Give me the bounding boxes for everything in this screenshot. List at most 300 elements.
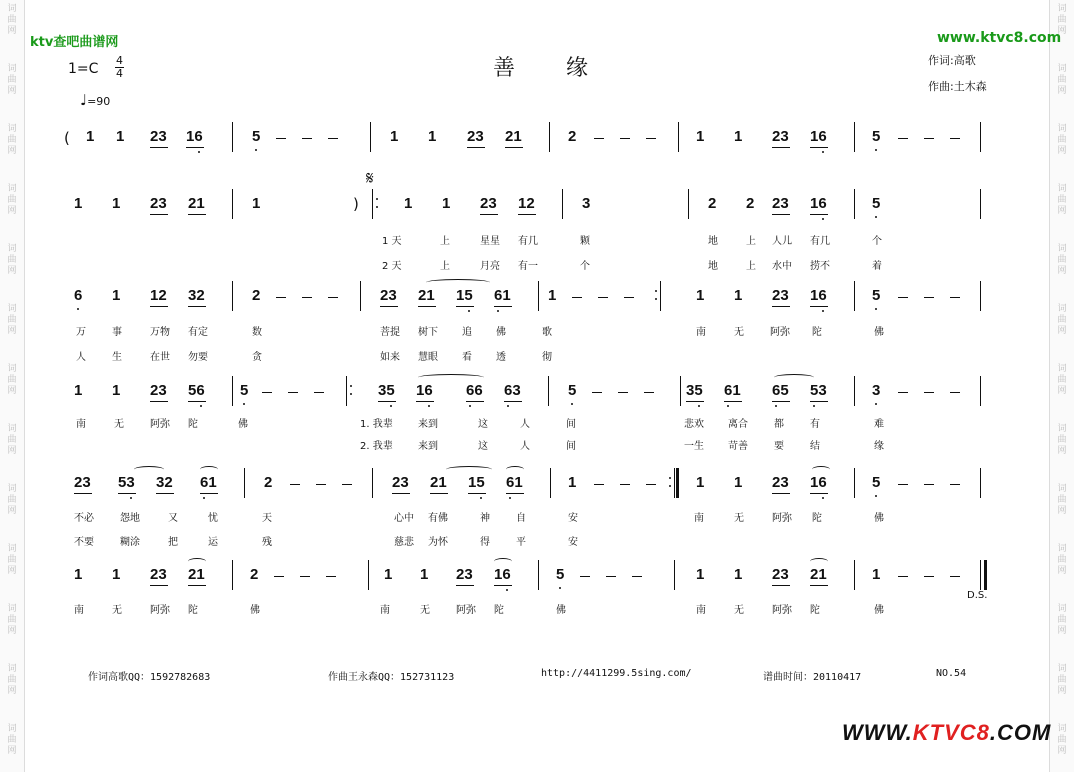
octave-dot-low <box>775 405 777 407</box>
beam-line <box>186 147 204 148</box>
beam-line <box>810 585 828 586</box>
sustain-dash <box>646 484 656 485</box>
logo-part-1: WWW. <box>842 720 913 745</box>
lyric-syllable: 1 天 <box>382 236 402 247</box>
sustain-dash <box>326 576 336 577</box>
lyric-syllable: 安 <box>568 513 578 524</box>
barline <box>372 189 373 219</box>
time-signature-top: 4 <box>116 54 123 67</box>
beam-line <box>150 585 168 586</box>
slur <box>418 374 484 381</box>
note: 1 <box>734 287 743 304</box>
octave-dot-low <box>822 218 824 220</box>
note: 32 <box>156 474 173 491</box>
barline <box>854 376 855 406</box>
lyric-syllable: 菩提 <box>380 327 400 338</box>
slur <box>426 279 490 286</box>
note: 1 <box>112 382 121 399</box>
side-watermark-text: 词 曲 网 <box>7 724 17 756</box>
octave-dot-low <box>875 149 877 151</box>
beam-line <box>188 401 206 402</box>
beam-line <box>430 493 448 494</box>
lyric-syllable: 有佛 <box>428 513 448 524</box>
lyric-syllable: 残 <box>262 537 272 548</box>
lyric-syllable: 糊涂 <box>120 537 140 548</box>
beam-line <box>378 401 396 402</box>
beam-line <box>467 147 485 148</box>
repeat-paren-close: ) <box>353 195 359 213</box>
note: 5 <box>568 382 577 399</box>
lyric-syllable: 难 <box>874 419 884 430</box>
barline <box>372 468 373 498</box>
barline <box>854 189 855 219</box>
side-watermark-text: 词 曲 网 <box>1057 664 1067 696</box>
lyric-syllable: 天 <box>262 513 272 524</box>
side-watermark-text: 词 曲 网 <box>1057 64 1067 96</box>
note: 21 <box>505 128 522 145</box>
note: 1 <box>74 195 83 212</box>
barline <box>370 122 371 152</box>
lyric-syllable: 得 <box>480 537 490 548</box>
left-watermark-strip <box>0 0 25 772</box>
lyric-syllable: 神 <box>480 513 490 524</box>
barline <box>980 560 981 590</box>
note: 16 <box>810 474 827 491</box>
sustain-dash <box>924 484 934 485</box>
octave-dot-low <box>822 151 824 153</box>
slur <box>134 466 164 473</box>
sustain-dash <box>646 138 656 139</box>
note: 1 <box>734 566 743 583</box>
lyric-syllable: 运 <box>208 537 218 548</box>
lyric-syllable: 彻 <box>542 352 552 363</box>
beam-line <box>468 493 486 494</box>
lyric-syllable: 地 <box>708 236 718 247</box>
note: 15 <box>468 474 485 491</box>
slur <box>810 558 828 565</box>
key-signature: 1=C <box>68 61 99 77</box>
lyric-syllable: 勿要 <box>188 352 208 363</box>
lyric-syllable: 不必 <box>74 513 94 524</box>
beam-line <box>156 493 174 494</box>
note: 23 <box>772 566 789 583</box>
beam-line <box>810 147 828 148</box>
side-watermark-text: 词 曲 网 <box>7 184 17 216</box>
note: 61 <box>494 287 511 304</box>
lyric-syllable: 上 <box>746 261 756 272</box>
lyric-syllable: 有几 <box>518 236 538 247</box>
lyric-syllable: 佛 <box>238 419 248 430</box>
lyric-syllable: 有一 <box>518 261 538 272</box>
sustain-dash <box>624 297 634 298</box>
lyric-syllable: 苛善 <box>728 441 748 452</box>
repeat-paren-open: ( <box>64 129 70 147</box>
beam-line <box>494 306 512 307</box>
beam-line <box>74 493 92 494</box>
barline <box>980 281 981 311</box>
lyric-syllable: 一生 <box>684 441 704 452</box>
note: 5 <box>872 128 881 145</box>
lyric-syllable: 1. 我辈 <box>360 419 393 430</box>
lyric-syllable: 阿弥 <box>150 419 170 430</box>
song-title: 善 缘 <box>493 56 610 81</box>
repeat-dot <box>655 290 657 292</box>
lyric-syllable: 透 <box>496 352 506 363</box>
lyric-syllable: 2 天 <box>382 261 402 272</box>
side-watermark-text: 词 曲 网 <box>1057 724 1067 756</box>
beam-line <box>416 401 434 402</box>
lyric-syllable: 南 <box>696 327 706 338</box>
lyric-syllable: 无 <box>734 605 744 616</box>
octave-dot-low <box>198 151 200 153</box>
barline <box>550 468 551 498</box>
repeat-dot <box>376 206 378 208</box>
barline <box>538 281 539 311</box>
lyric-syllable: 无 <box>734 327 744 338</box>
logo-part-3: .COM <box>989 720 1052 745</box>
beam-line <box>392 493 410 494</box>
note: 1 <box>390 128 399 145</box>
lyric-syllable: 不要 <box>74 537 94 548</box>
note: 66 <box>466 382 483 399</box>
octave-dot-low <box>200 405 202 407</box>
note: 23 <box>150 128 167 145</box>
sustain-dash <box>300 576 310 577</box>
sustain-dash <box>924 138 934 139</box>
note: 1 <box>548 287 557 304</box>
barline-thick <box>984 560 987 590</box>
right-watermark-strip <box>1049 0 1074 772</box>
lyric-syllable: 人 <box>76 352 86 363</box>
barline <box>548 376 549 406</box>
side-watermark-text: 词 曲 网 <box>1057 544 1067 576</box>
lyric-syllable: 2. 我辈 <box>360 441 393 452</box>
lyric-syllable: 无 <box>114 419 124 430</box>
barline <box>980 122 981 152</box>
note: 61 <box>724 382 741 399</box>
lyric-syllable: 都 <box>774 419 784 430</box>
beam-line <box>810 306 828 307</box>
note: 23 <box>467 128 484 145</box>
lyric-syllable: 有几 <box>810 236 830 247</box>
sustain-dash <box>592 392 602 393</box>
sustain-dash <box>618 392 628 393</box>
note: 5 <box>872 195 881 212</box>
lyric-syllable: 离合 <box>728 419 748 430</box>
note: 61 <box>506 474 523 491</box>
composer-credit: 作曲:土木森 <box>928 80 987 93</box>
lyric-syllable: 无 <box>112 605 122 616</box>
sustain-dash <box>950 138 960 139</box>
note: 21 <box>810 566 827 583</box>
sustain-dash <box>580 576 590 577</box>
lyric-syllable: 如来 <box>380 352 400 363</box>
barline <box>232 189 233 219</box>
lyric-syllable: 忧 <box>208 513 218 524</box>
side-watermark-text: 词 曲 网 <box>7 424 17 456</box>
sustain-dash <box>262 392 272 393</box>
note: 12 <box>150 287 167 304</box>
lyric-syllable: 上 <box>440 261 450 272</box>
beam-line <box>188 585 206 586</box>
lyric-syllable: 万 <box>76 327 86 338</box>
barline <box>854 122 855 152</box>
octave-dot-low <box>559 587 561 589</box>
lyric-syllable: 无 <box>734 513 744 524</box>
lyricist-credit: 作词:高歌 <box>928 54 976 67</box>
note: 23 <box>74 474 91 491</box>
lyric-syllable: 陀 <box>494 605 504 616</box>
lyric-syllable: 南 <box>76 419 86 430</box>
note: 2 <box>568 128 577 145</box>
octave-dot-low <box>875 308 877 310</box>
lyric-syllable: 南 <box>696 605 706 616</box>
sustain-dash <box>316 484 326 485</box>
beam-line <box>200 493 218 494</box>
note: 23 <box>380 287 397 304</box>
note: 1 <box>696 128 705 145</box>
side-watermark-text: 词 曲 网 <box>7 304 17 336</box>
octave-dot-low <box>428 405 430 407</box>
note: 12 <box>518 195 535 212</box>
side-watermark-text: 词 曲 网 <box>7 664 17 696</box>
note: 2 <box>252 287 261 304</box>
sustain-dash <box>950 297 960 298</box>
side-watermark-text: 词 曲 网 <box>1057 184 1067 216</box>
sustain-dash <box>950 576 960 577</box>
repeat-dot <box>376 198 378 200</box>
note: 63 <box>504 382 521 399</box>
beam-line <box>772 306 790 307</box>
lyric-syllable: 来到 <box>418 419 438 430</box>
sustain-dash <box>898 392 908 393</box>
beam-line <box>494 585 512 586</box>
lyric-syllable: 南 <box>694 513 704 524</box>
note: 1 <box>404 195 413 212</box>
octave-dot-low <box>822 310 824 312</box>
lyric-syllable: 佛 <box>496 327 506 338</box>
octave-dot-low <box>203 497 205 499</box>
barline <box>346 376 347 406</box>
beam-line <box>810 214 828 215</box>
note: 1 <box>442 195 451 212</box>
repeat-dot <box>669 485 671 487</box>
note: 5 <box>252 128 261 145</box>
lyric-syllable: 陀 <box>188 605 198 616</box>
note: 65 <box>772 382 789 399</box>
barline <box>854 560 855 590</box>
barline <box>854 468 855 498</box>
note: 21 <box>188 195 205 212</box>
lyric-syllable: 追 <box>462 327 472 338</box>
lyric-syllable: 贪 <box>252 352 262 363</box>
octave-dot-low <box>822 497 824 499</box>
beam-line <box>772 493 790 494</box>
note: 1 <box>116 128 125 145</box>
beam-line <box>772 585 790 586</box>
beam-line <box>772 401 790 402</box>
lyric-syllable: 人 <box>520 419 530 430</box>
octave-dot-low <box>509 497 511 499</box>
lyric-syllable: 慈悲 <box>394 537 414 548</box>
tempo-marking <box>80 91 110 109</box>
note: 35 <box>686 382 703 399</box>
lyric-syllable: 万物 <box>150 327 170 338</box>
note: 16 <box>810 287 827 304</box>
barline <box>368 560 369 590</box>
note: 2 <box>746 195 755 212</box>
beam-line <box>810 401 828 402</box>
footer-lyricist-qq: 作词高歌QQ：1592782683 <box>88 672 211 683</box>
lyric-syllable: 间 <box>566 441 576 452</box>
beam-line <box>188 214 206 215</box>
footer-date: 谱曲时间：20110417 <box>763 672 862 683</box>
note: 1 <box>112 195 121 212</box>
lyric-syllable: 自 <box>516 513 526 524</box>
lyric-syllable: 结 <box>810 441 820 452</box>
sustain-dash <box>950 484 960 485</box>
barline <box>678 122 679 152</box>
octave-dot-low <box>727 405 729 407</box>
sustain-dash <box>594 484 604 485</box>
note: 3 <box>582 195 591 212</box>
note: 1 <box>696 566 705 583</box>
barline <box>244 468 245 498</box>
note: 16 <box>416 382 433 399</box>
lyric-syllable: 又 <box>168 513 178 524</box>
beam-line <box>518 214 536 215</box>
beam-line <box>188 306 206 307</box>
note: 23 <box>150 566 167 583</box>
barline <box>549 122 550 152</box>
sustain-dash <box>632 576 642 577</box>
sustain-dash <box>288 392 298 393</box>
octave-dot-low <box>875 495 877 497</box>
note: 1 <box>696 287 705 304</box>
beam-line <box>466 401 484 402</box>
note: 23 <box>150 382 167 399</box>
lyric-syllable: 颗 <box>580 236 590 247</box>
octave-dot-low <box>390 405 392 407</box>
note: 16 <box>810 195 827 212</box>
lyric-syllable: 阿弥 <box>456 605 476 616</box>
beam-line <box>150 306 168 307</box>
lyric-syllable: 心中 <box>394 513 414 524</box>
time-signature-bottom: 4 <box>116 67 123 80</box>
beam-line <box>118 493 136 494</box>
barline <box>980 468 981 498</box>
lyric-syllable: 南 <box>74 605 84 616</box>
note: 5 <box>556 566 565 583</box>
beam-line <box>150 214 168 215</box>
sustain-dash <box>924 297 934 298</box>
beam-line <box>380 306 398 307</box>
note: 1 <box>420 566 429 583</box>
tempo-value: =90 <box>87 95 111 108</box>
sustain-dash <box>302 297 312 298</box>
note: 6 <box>74 287 83 304</box>
lyric-syllable: 树下 <box>418 327 438 338</box>
beam-line <box>772 214 790 215</box>
beam-line <box>772 147 790 148</box>
sustain-dash <box>572 297 582 298</box>
lyric-syllable: 佛 <box>874 327 884 338</box>
lyric-syllable: 陀 <box>812 513 822 524</box>
lyric-syllable: 在世 <box>150 352 170 363</box>
octave-dot-low <box>468 310 470 312</box>
sustain-dash <box>302 138 312 139</box>
octave-dot-low <box>469 405 471 407</box>
lyric-syllable: 地 <box>708 261 718 272</box>
note: 53 <box>118 474 135 491</box>
note: 2 <box>708 195 717 212</box>
beam-line <box>150 147 168 148</box>
barline <box>538 560 539 590</box>
octave-dot-low <box>77 308 79 310</box>
barline <box>232 560 233 590</box>
note: 23 <box>772 195 789 212</box>
slur <box>188 558 206 565</box>
time-signature <box>115 55 124 80</box>
note: 21 <box>188 566 205 583</box>
note: 23 <box>480 195 497 212</box>
lyric-syllable: 陀 <box>810 605 820 616</box>
sustain-dash <box>328 297 338 298</box>
octave-dot-low <box>813 405 815 407</box>
slur <box>494 558 512 565</box>
side-watermark-text: 词 曲 网 <box>1057 4 1067 36</box>
repeat-dot <box>350 393 352 395</box>
lyric-syllable: 阿弥 <box>772 513 792 524</box>
note: 1 <box>734 128 743 145</box>
sustain-dash <box>644 392 654 393</box>
note: 23 <box>150 195 167 212</box>
side-watermark-text: 词 曲 网 <box>7 64 17 96</box>
sustain-dash <box>328 138 338 139</box>
note: 56 <box>188 382 205 399</box>
lyric-syllable: 阿弥 <box>770 327 790 338</box>
barline <box>980 189 981 219</box>
beam-line <box>480 214 498 215</box>
note: 16 <box>810 128 827 145</box>
note: 2 <box>250 566 259 583</box>
note: 1 <box>252 195 261 212</box>
lyric-syllable: 有定 <box>188 327 208 338</box>
lyric-syllable: 陀 <box>812 327 822 338</box>
lyric-syllable: 南 <box>380 605 390 616</box>
barline <box>674 560 675 590</box>
slur <box>200 466 218 473</box>
note: 23 <box>456 566 473 583</box>
lyric-syllable: 怨地 <box>120 513 140 524</box>
note: 5 <box>872 287 881 304</box>
lyric-syllable: 把 <box>168 537 178 548</box>
dal-segno-mark: D.S. <box>967 590 988 601</box>
lyric-syllable: 看 <box>462 352 472 363</box>
note: 3 <box>872 382 881 399</box>
note: 1 <box>112 287 121 304</box>
note: 1 <box>112 566 121 583</box>
side-watermark-text: 词 曲 网 <box>1057 244 1067 276</box>
lyric-syllable: 上 <box>440 236 450 247</box>
lyric-syllable: 有 <box>810 419 820 430</box>
barline <box>660 281 661 311</box>
sustain-dash <box>898 484 908 485</box>
lyric-syllable: 佛 <box>556 605 566 616</box>
beam-line <box>724 401 742 402</box>
footer-url: http://4411299.5sing.com/ <box>541 668 692 679</box>
lyric-syllable: 水中 <box>772 261 792 272</box>
